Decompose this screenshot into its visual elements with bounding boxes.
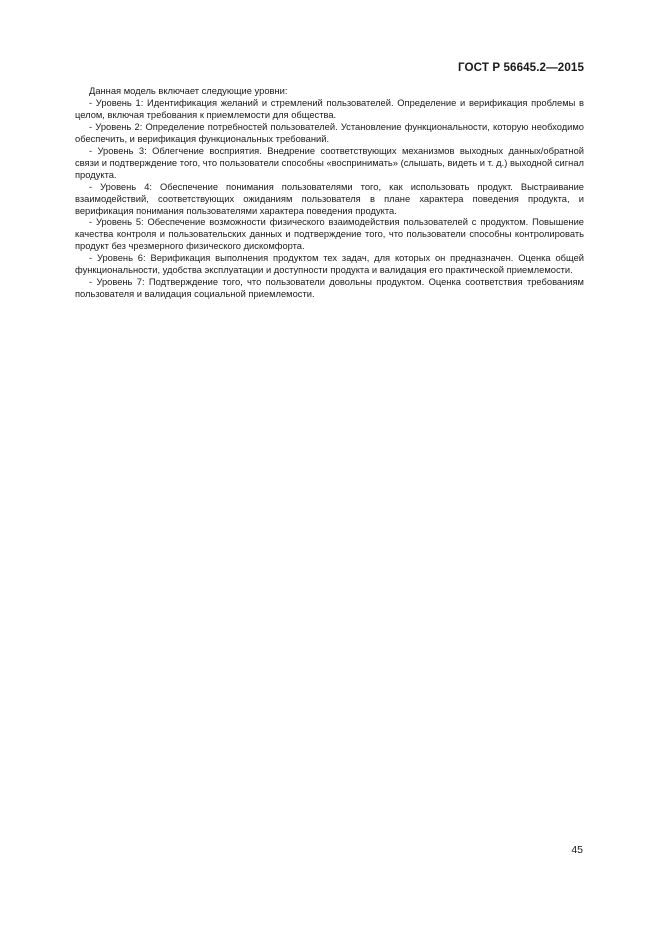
intro-paragraph: Данная модель включает следующие уровни: (89, 86, 288, 96)
level-1-item: - Уровень 1: Идентификация желаний и стремлений пользователей. Определение и верификация проблемы в целом, включая требования к приемлемости для общества. (75, 97, 584, 120)
level-2-item: - Уровень 2: Определение потребностей пользователей. Установление функциональности, которую необходимо обеспечить, и верификация функциональных требований. (75, 121, 584, 144)
body-text (75, 86, 584, 301)
level-6-item: - Уровень 6: Верификация выполнения продуктом тех задач, для которых он предназначен. Оценка общей функциональности, удобства эксплуатации и доступности продукта и валидация его практической приемлемости. (75, 253, 584, 276)
level-4-item: - Уровень 4: Обеспечение понимания пользователями того, как использовать продукт. Выстраивание взаимодействий, соответствующих ожиданиям пользователя в плане характера поведения продукта, и верификация понимания пользователями характера поведения продукта. (75, 181, 584, 216)
document-number: ГОСТ Р 56645.2—2015 (458, 61, 584, 74)
level-3-item: - Уровень 3: Облегчение восприятия. Внедрение соответствующих механизмов выходных данных/обратной связи и подтверждение того, что пользователи способны «воспринимать» (слышать, видеть и т. д.) выходной сигнал продукта. (75, 145, 584, 180)
level-7-item: - Уровень 7: Подтверждение того, что пользователи довольны продуктом. Оценка соответствия требованиям пользователя и валидация социальной приемлемости. (75, 277, 584, 300)
page-number: 45 (571, 844, 583, 856)
level-5-item: - Уровень 5: Обеспечение возможности физического взаимодействия пользователей с продуктом. Повышение качества контроля и пользовательских данных и подтверждение того, что пользователи способны контролировать продукт без чрезмерного физического дискомфорта. (75, 217, 584, 252)
